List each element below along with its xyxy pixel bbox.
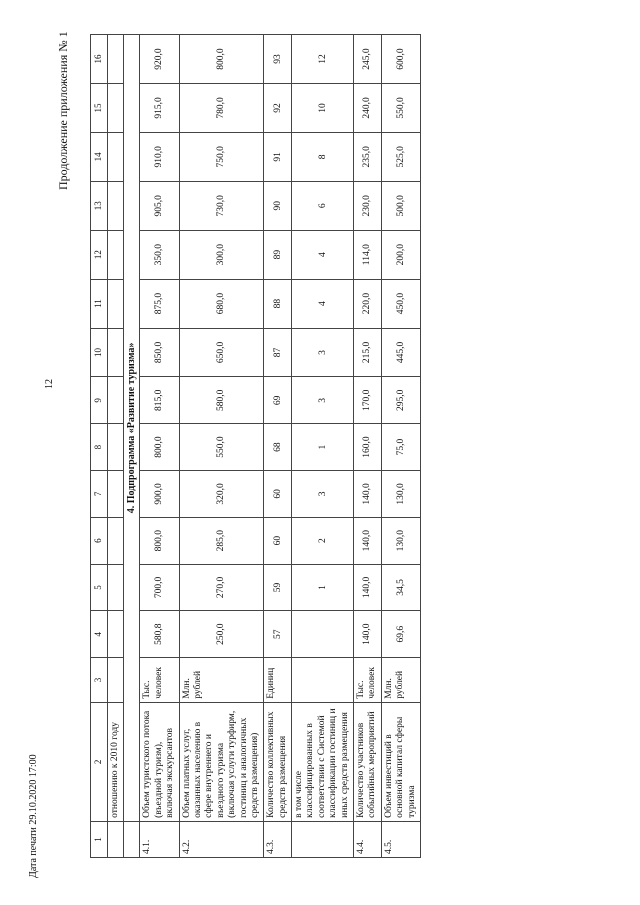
column-header: 7	[91, 471, 108, 518]
column-header: 9	[91, 377, 108, 424]
value-cell: 1	[292, 564, 354, 611]
value-cell: 8	[292, 132, 354, 181]
value-cell: 700,0	[140, 564, 179, 611]
indicator-name: Объем платных услуг, оказанных населению в сфере внутреннего и въездного туризма (включая услуги турфирм, гостиниц и аналогичных средств размещения)	[179, 702, 264, 821]
value-cell: 905,0	[140, 181, 179, 230]
column-header: 15	[91, 84, 108, 133]
row-number: 4.5.	[381, 821, 420, 857]
print-date: Дата печати 29.10.2020 17:00	[28, 754, 39, 878]
unit-cell: Тыс. человек	[140, 658, 179, 703]
column-header: 4	[91, 611, 108, 658]
unit-cell: Млн. рублей	[381, 658, 420, 703]
value-cell: 800,0	[140, 424, 179, 471]
value-cell: 3	[292, 471, 354, 518]
value-cell: 2	[292, 517, 354, 564]
value-cell: 320,0	[179, 471, 264, 518]
value-cell: 815,0	[140, 377, 179, 424]
value-cell: 34,5	[381, 564, 420, 611]
value-cell: 230,0	[354, 181, 382, 230]
value-cell: 6	[292, 181, 354, 230]
value-cell: 850,0	[140, 328, 179, 377]
value-cell: 89	[264, 230, 292, 279]
subprogram-title: 4. Подпрограмма «Развитие туризма»	[124, 35, 140, 822]
value-cell: 580,0	[179, 377, 264, 424]
value-cell: 90	[264, 181, 292, 230]
value-cell: 550,0	[381, 84, 420, 133]
column-header: 2	[91, 702, 108, 821]
unit-cell: Тыс. человек	[354, 658, 382, 703]
value-cell: 300,0	[179, 230, 264, 279]
value-cell: 250,0	[179, 611, 264, 658]
value-cell: 800,0	[140, 517, 179, 564]
header-row	[91, 35, 108, 858]
appendix-note: Продолжение приложения № 1	[56, 31, 70, 190]
value-cell: 875,0	[140, 279, 179, 328]
value-cell: 500,0	[381, 181, 420, 230]
column-header: 1	[91, 821, 108, 857]
value-cell: 900,0	[140, 471, 179, 518]
indicator-name: Объем инвестиций в основной капитал сферы туризма	[381, 702, 420, 821]
value-cell: 69	[264, 377, 292, 424]
value-cell: 160,0	[354, 424, 382, 471]
value-cell: 75,0	[381, 424, 420, 471]
value-cell: 60	[264, 517, 292, 564]
carry-row	[108, 35, 124, 858]
carry-text: отношению к 2010 году	[108, 702, 124, 821]
value-cell: 140,0	[354, 564, 382, 611]
value-cell: 91	[264, 132, 292, 181]
column-header: 14	[91, 132, 108, 181]
column-header: 16	[91, 35, 108, 84]
value-cell: 93	[264, 35, 292, 84]
table-row	[292, 35, 354, 858]
indicator-name: Объем туристского потока (въездной туризм), включая экскурсантов	[140, 702, 179, 821]
value-cell: 680,0	[179, 279, 264, 328]
value-cell: 600,0	[381, 35, 420, 84]
column-header: 12	[91, 230, 108, 279]
row-number: 4.3.	[264, 821, 292, 857]
value-cell: 88	[264, 279, 292, 328]
value-cell: 650,0	[179, 328, 264, 377]
value-cell: 550,0	[179, 424, 264, 471]
value-cell: 235,0	[354, 132, 382, 181]
value-cell: 3	[292, 328, 354, 377]
value-cell: 60	[264, 471, 292, 518]
unit-cell: Млн. рублей	[179, 658, 264, 703]
value-cell: 800,0	[179, 35, 264, 84]
unit-cell	[292, 658, 354, 703]
value-cell: 245,0	[354, 35, 382, 84]
row-number: 4.1.	[140, 821, 179, 857]
value-cell: 350,0	[140, 230, 179, 279]
value-cell: 57	[264, 611, 292, 658]
value-cell: 59	[264, 564, 292, 611]
value-cell: 140,0	[354, 611, 382, 658]
value-cell: 525,0	[381, 132, 420, 181]
value-cell: 130,0	[381, 471, 420, 518]
value-cell: 1	[292, 424, 354, 471]
table-row	[179, 35, 264, 858]
value-cell: 910,0	[140, 132, 179, 181]
value-cell: 215,0	[354, 328, 382, 377]
value-cell: 140,0	[354, 471, 382, 518]
subprogram-row	[124, 35, 140, 858]
column-header: 3	[91, 658, 108, 703]
column-header: 6	[91, 517, 108, 564]
value-cell: 730,0	[179, 181, 264, 230]
value-cell: 92	[264, 84, 292, 133]
table-row	[381, 35, 420, 858]
value-cell: 445,0	[381, 328, 420, 377]
value-cell: 240,0	[354, 84, 382, 133]
value-cell: 580,8	[140, 611, 179, 658]
value-cell: 450,0	[381, 279, 420, 328]
value-cell: 140,0	[354, 517, 382, 564]
column-header: 13	[91, 181, 108, 230]
column-header: 8	[91, 424, 108, 471]
indicator-name: в том числе классифицированных в соответствии с Системой классификации гостиниц и иных средств размещения	[292, 702, 354, 821]
value-cell: 69,6	[381, 611, 420, 658]
value-cell: 750,0	[179, 132, 264, 181]
column-header: 11	[91, 279, 108, 328]
value-cell: 130,0	[381, 517, 420, 564]
unit-cell: Единиц	[264, 658, 292, 703]
value-cell: 170,0	[354, 377, 382, 424]
row-number	[292, 821, 354, 857]
value-cell: 285,0	[179, 517, 264, 564]
value-cell: 270,0	[179, 564, 264, 611]
value-cell: 915,0	[140, 84, 179, 133]
value-cell: 87	[264, 328, 292, 377]
value-cell: 200,0	[381, 230, 420, 279]
value-cell: 295,0	[381, 377, 420, 424]
value-cell: 10	[292, 84, 354, 133]
value-cell: 3	[292, 377, 354, 424]
value-cell: 4	[292, 279, 354, 328]
value-cell	[292, 611, 354, 658]
table-row	[354, 35, 382, 858]
indicators-table	[90, 34, 421, 858]
table-row	[140, 35, 179, 858]
value-cell: 68	[264, 424, 292, 471]
row-number: 4.2.	[179, 821, 264, 857]
column-header: 10	[91, 328, 108, 377]
indicator-name: Количество участников событийных мероприятий	[354, 702, 382, 821]
page-number: 12	[44, 379, 55, 389]
indicator-name: Количество коллективных средств размещения	[264, 702, 292, 821]
rotated-table-wrapper	[90, 34, 538, 858]
value-cell: 780,0	[179, 84, 264, 133]
column-header: 5	[91, 564, 108, 611]
value-cell: 12	[292, 35, 354, 84]
value-cell: 220,0	[354, 279, 382, 328]
table-row	[264, 35, 292, 858]
row-number: 4.4.	[354, 821, 382, 857]
value-cell: 920,0	[140, 35, 179, 84]
value-cell: 114,0	[354, 230, 382, 279]
value-cell: 4	[292, 230, 354, 279]
